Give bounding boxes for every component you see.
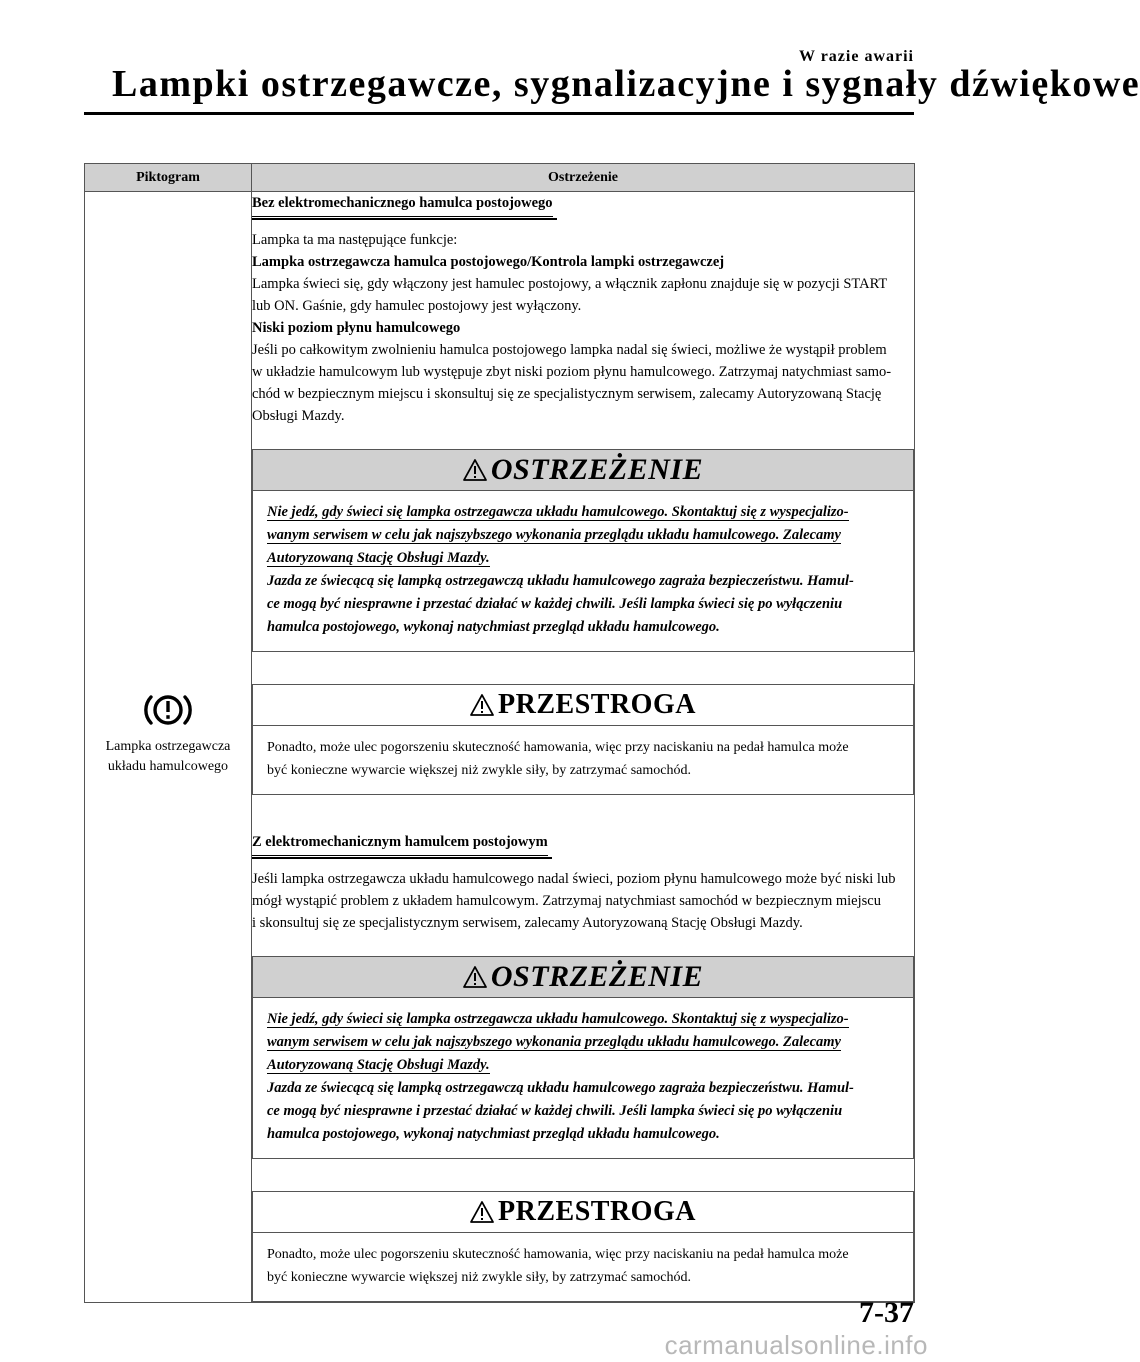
warning-text: Jazda ze świecącą się lampką ostrzegawczą układu hamulcowego zagraża bezpieczeństwu. Hamul- xyxy=(267,1080,854,1096)
function-title: Lampka ostrzegawcza hamulca postojowego/Kontrola lampki ostrzegawczej xyxy=(252,254,725,270)
warning-triangle-icon xyxy=(470,693,494,717)
page-number: 7-37 xyxy=(859,1296,914,1329)
column-header-pictogram: Piktogram xyxy=(85,164,252,192)
warning-text: wanym serwisem w celu jak najszybszego wykonania przeglądu układu hamulcowego. Zalecamy xyxy=(267,527,841,543)
watermark: carmanualsonline.info xyxy=(664,1330,928,1360)
pictogram-label-line: Lampka ostrzegawcza xyxy=(105,739,231,754)
warning-text: ce mogą być niesprawne i przestać działać w każdej chwili. Jeśli lampka świeci się po wyłączeniu xyxy=(267,596,843,612)
warning-box xyxy=(252,956,914,1159)
body-text: Obsługi Mazdy. xyxy=(252,408,345,424)
warning-box-title: OSTRZEŻENIE xyxy=(490,960,704,993)
table-row xyxy=(85,192,915,1303)
warning-text: Autoryzowaną Stację Obsługi Mazdy. xyxy=(267,550,490,566)
caution-box xyxy=(252,1191,914,1302)
body-text: Jeśli po całkowitym zwolnieniu hamulca postojowego lampka nadal się świeci, możliwe że wystąpił problem xyxy=(252,342,887,358)
body-text: Lampka świeci się, gdy włączony jest hamulec postojowy, a włącznik zapłonu znajduje się w pozycji START xyxy=(252,276,888,292)
warning-light-table xyxy=(84,163,915,1303)
warning-content-cell xyxy=(252,192,915,1303)
warning-text: Jazda ze świecącą się lampką ostrzegawczą układu hamulcowego zagraża bezpieczeństwu. Hamul- xyxy=(267,573,854,589)
warning-text: Autoryzowaną Stację Obsługi Mazdy. xyxy=(267,1057,490,1073)
function-title: Niski poziom płynu hamulcowego xyxy=(252,320,461,336)
warning-triangle-icon xyxy=(463,965,487,989)
warning-box-title: OSTRZEŻENIE xyxy=(490,453,704,486)
caution-box-title: PRZESTROGA xyxy=(498,1196,696,1227)
subheading-without-epb: Bez elektromechanicznego hamulca postojowego xyxy=(252,192,553,217)
body-text: Jeśli lampka ostrzegawcza układu hamulcowego nadal świeci, poziom płynu hamulcowego może być niski lub xyxy=(252,871,896,887)
subheading-with-epb: Z elektromechanicznym hamulcem postojowym xyxy=(252,831,548,856)
warning-triangle-icon xyxy=(470,1200,494,1224)
column-header-warning: Ostrzeżenie xyxy=(252,164,915,192)
warning-text: Nie jedź, gdy świeci się lampka ostrzegawcza układu hamulcowego. Skontaktuj się z wyspecjalizo- xyxy=(267,1011,849,1027)
warning-text: wanym serwisem w celu jak najszybszego wykonania przeglądu układu hamulcowego. Zalecamy xyxy=(267,1034,841,1050)
warning-box-header xyxy=(253,957,913,998)
caution-text: Ponadto, może ulec pogorszeniu skuteczność hamowania, więc przy naciskaniu na pedał hamulca może xyxy=(267,740,849,755)
caution-box-header xyxy=(253,685,913,726)
warning-box xyxy=(252,449,914,652)
warning-text: hamulca postojowego, wykonaj natychmiast przegląd układu hamulcowego. xyxy=(267,1126,720,1142)
body-text: mógł wystąpić problem z układem hamulcowym. Zatrzymaj natychmiast samochód w bezpiecznym miejscu xyxy=(252,893,881,909)
warning-text: hamulca postojowego, wykonaj natychmiast przegląd układu hamulcowego. xyxy=(267,619,720,635)
warning-box-body xyxy=(253,998,913,1158)
body-text: i skonsultuj się ze specjalistycznym serwisem, zalecamy Autoryzowaną Stację Obsługi Mazdy. xyxy=(252,915,803,931)
caution-box-body xyxy=(253,1233,913,1301)
caution-box xyxy=(252,684,914,795)
caution-box-header xyxy=(253,1192,913,1233)
body-text: Lampka ta ma następujące funkcje: xyxy=(252,232,458,248)
warning-text: Nie jedź, gdy świeci się lampka ostrzegawcza układu hamulcowego. Skontaktuj się z wyspecjalizo- xyxy=(267,504,849,520)
pictogram-label-line: układu hamulcowego xyxy=(107,759,229,774)
warning-triangle-icon xyxy=(463,458,487,482)
body-text: lub ON. Gaśnie, gdy hamulec postojowy jest wyłączony. xyxy=(252,298,582,314)
section-label: W razie awarii xyxy=(798,48,914,65)
warning-box-header xyxy=(253,450,913,491)
brake-warning-icon xyxy=(140,690,196,730)
warning-text: ce mogą być niesprawne i przestać działać w każdej chwili. Jeśli lampka świeci się po wyłączeniu xyxy=(267,1103,843,1119)
pictogram xyxy=(85,690,251,777)
pictogram-label xyxy=(85,737,251,777)
title-rule xyxy=(84,112,914,115)
caution-box-title: PRZESTROGA xyxy=(498,689,696,720)
table-header-row xyxy=(85,164,915,192)
pictogram-cell xyxy=(85,192,252,1303)
caution-text: być konieczne wywarcie większej niż zwykle siły, by zatrzymać samochód. xyxy=(267,763,691,778)
warning-box-body xyxy=(253,491,913,651)
caution-text: być konieczne wywarcie większej niż zwykle siły, by zatrzymać samochód. xyxy=(267,1270,691,1285)
body-text: chód w bezpiecznym miejscu i skonsultuj się ze specjalistycznym serwisem, zalecamy Autoryzowaną Stację xyxy=(252,386,882,402)
caution-text: Ponadto, może ulec pogorszeniu skuteczność hamowania, więc przy naciskaniu na pedał hamulca może xyxy=(267,1247,849,1262)
chapter-title: Lampki ostrzegawcze, sygnalizacyjne i sygnały dźwiękowe xyxy=(112,63,1140,105)
body-text: w układzie hamulcowym lub występuje zbyt niski poziom płynu hamulcowego. Zatrzymaj natychmiast samo- xyxy=(252,364,892,380)
caution-box-body xyxy=(253,726,913,794)
